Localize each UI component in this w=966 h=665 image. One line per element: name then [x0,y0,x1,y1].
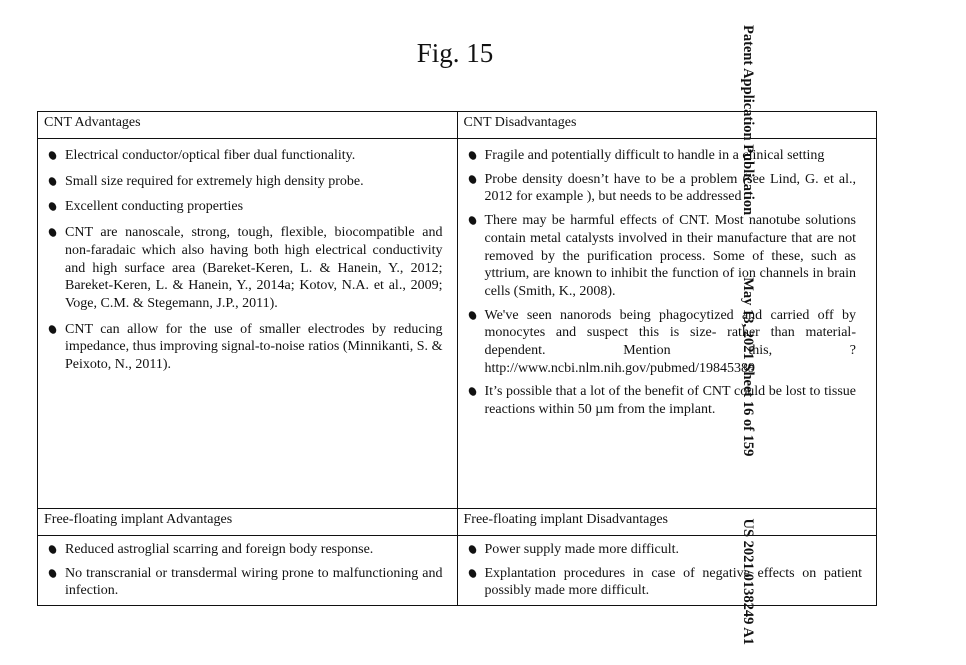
bullet-icon [47,201,58,212]
free-floating-advantages-heading: Free-floating implant Advantages [38,509,458,536]
bullet-icon [47,227,58,238]
bullet-text: Power supply made more difficult. [484,542,680,557]
bullet-icon [47,323,58,334]
bullet-text: Probe density doesn’t have to be a problem (see Lind, G. et al., 2012 for example ), but needs to be addressed [484,171,856,205]
bullet-text: Electrical conductor/optical fiber dual functionality. [65,148,356,163]
free-floating-disadvantages-heading: Free-floating implant Disadvantages [457,509,877,536]
date-sheet-label: May 13, 2021 Sheet 16 of 159 [740,277,756,457]
bullet-icon [467,544,478,555]
cnt-disadvantages-list [466,147,857,419]
bullet-icon [47,544,58,555]
bullet-text: It’s possible that a lot of the benefit of CNT could be lost to tissue reactions within 50 µm from the implant. [484,384,856,418]
cnt-advantages-cell [38,139,458,509]
bullet-item [466,212,857,301]
bullet-item [46,321,443,374]
bullet-text: Excellent conducting properties [65,199,244,215]
free-floating-disadvantages-cell [457,536,877,606]
bullet-icon [47,568,58,579]
bullet-text: Explantation procedures in case of negative effects on patient possibly made more difficult. [484,565,862,599]
bullet-item [46,173,443,191]
bullet-text: We've seen nanorods being phagocytized and carried off by monocytes and suspect this is size- rather than material-dependent. Mention this, ?http://www.ncbi.nlm.nih.gov/pubmed/19845389 [484,307,856,376]
bullet-icon [47,150,58,161]
bullet-item [466,307,857,378]
bullet-item [46,224,443,313]
bullet-text: No transcranial or transdermal wiring prone to malfunctioning and infection. [65,565,443,599]
free-floating-advantages-list [46,541,443,600]
bullet-item [46,198,443,216]
cnt-advantages-heading: CNT Advantages [38,112,458,139]
comparison-table [37,111,877,606]
free-floating-disadvantages-list [466,541,863,600]
bullet-text: CNT are nanoscale, strong, tough, flexible, biocompatible and non-faradaic which also having both high electrical conductivity and high surface area (Bareket-Keren, L. & Hanein, Y., 2012; Bareket-Keren, L. & Hanein, Y., 2014a; Kotov, N.A. et al., 2009; Voge, C.M. & Stegemann, J.P., 2011). [65,225,443,311]
bullet-icon [47,176,58,187]
cnt-disadvantages-cell [457,139,877,509]
bullet-item [466,383,857,418]
bullet-item [466,171,857,206]
bullet-text: Reduced astroglial scarring and foreign body response. [65,542,374,557]
bullet-item [46,541,443,559]
cnt-advantages-list [46,147,443,374]
patent-number: US 2021/0138249 A1 [740,518,756,645]
bullet-icon [467,150,478,161]
bullet-icon [467,309,478,320]
bullet-icon [467,174,478,185]
bullet-text: Fragile and potentially difficult to handle in a clinical setting [484,148,825,163]
bullet-icon [467,215,478,226]
bullet-icon [467,386,478,397]
free-floating-advantages-cell [38,536,458,606]
cnt-disadvantages-heading: CNT Disadvantages [457,112,877,139]
bullet-item [466,565,863,600]
publication-label: Patent Application Publication [740,25,756,216]
bullet-item [466,147,857,165]
bullet-item [466,541,863,559]
bullet-text: Small size required for extremely high density probe. [65,173,364,189]
bullet-text: CNT can allow for the use of smaller electrodes by reducing impedance, thus improving signal-to-noise ratios (Minnikanti, S. & Peixoto, N., 2011). [65,321,443,373]
bullet-icon [467,568,478,579]
bullet-item [46,147,443,165]
figure-title: Fig. 15 [416,38,494,68]
bullet-text: There may be harmful effects of CNT. Most nanotube solutions contain metal catalysts involved in their manufacture that are not removed by the purification process. Some of these, such as yttrium, are known to inhibit the function of ion channels in brain cells (Smith, K., 2008). [484,213,856,299]
bullet-item [46,565,443,600]
